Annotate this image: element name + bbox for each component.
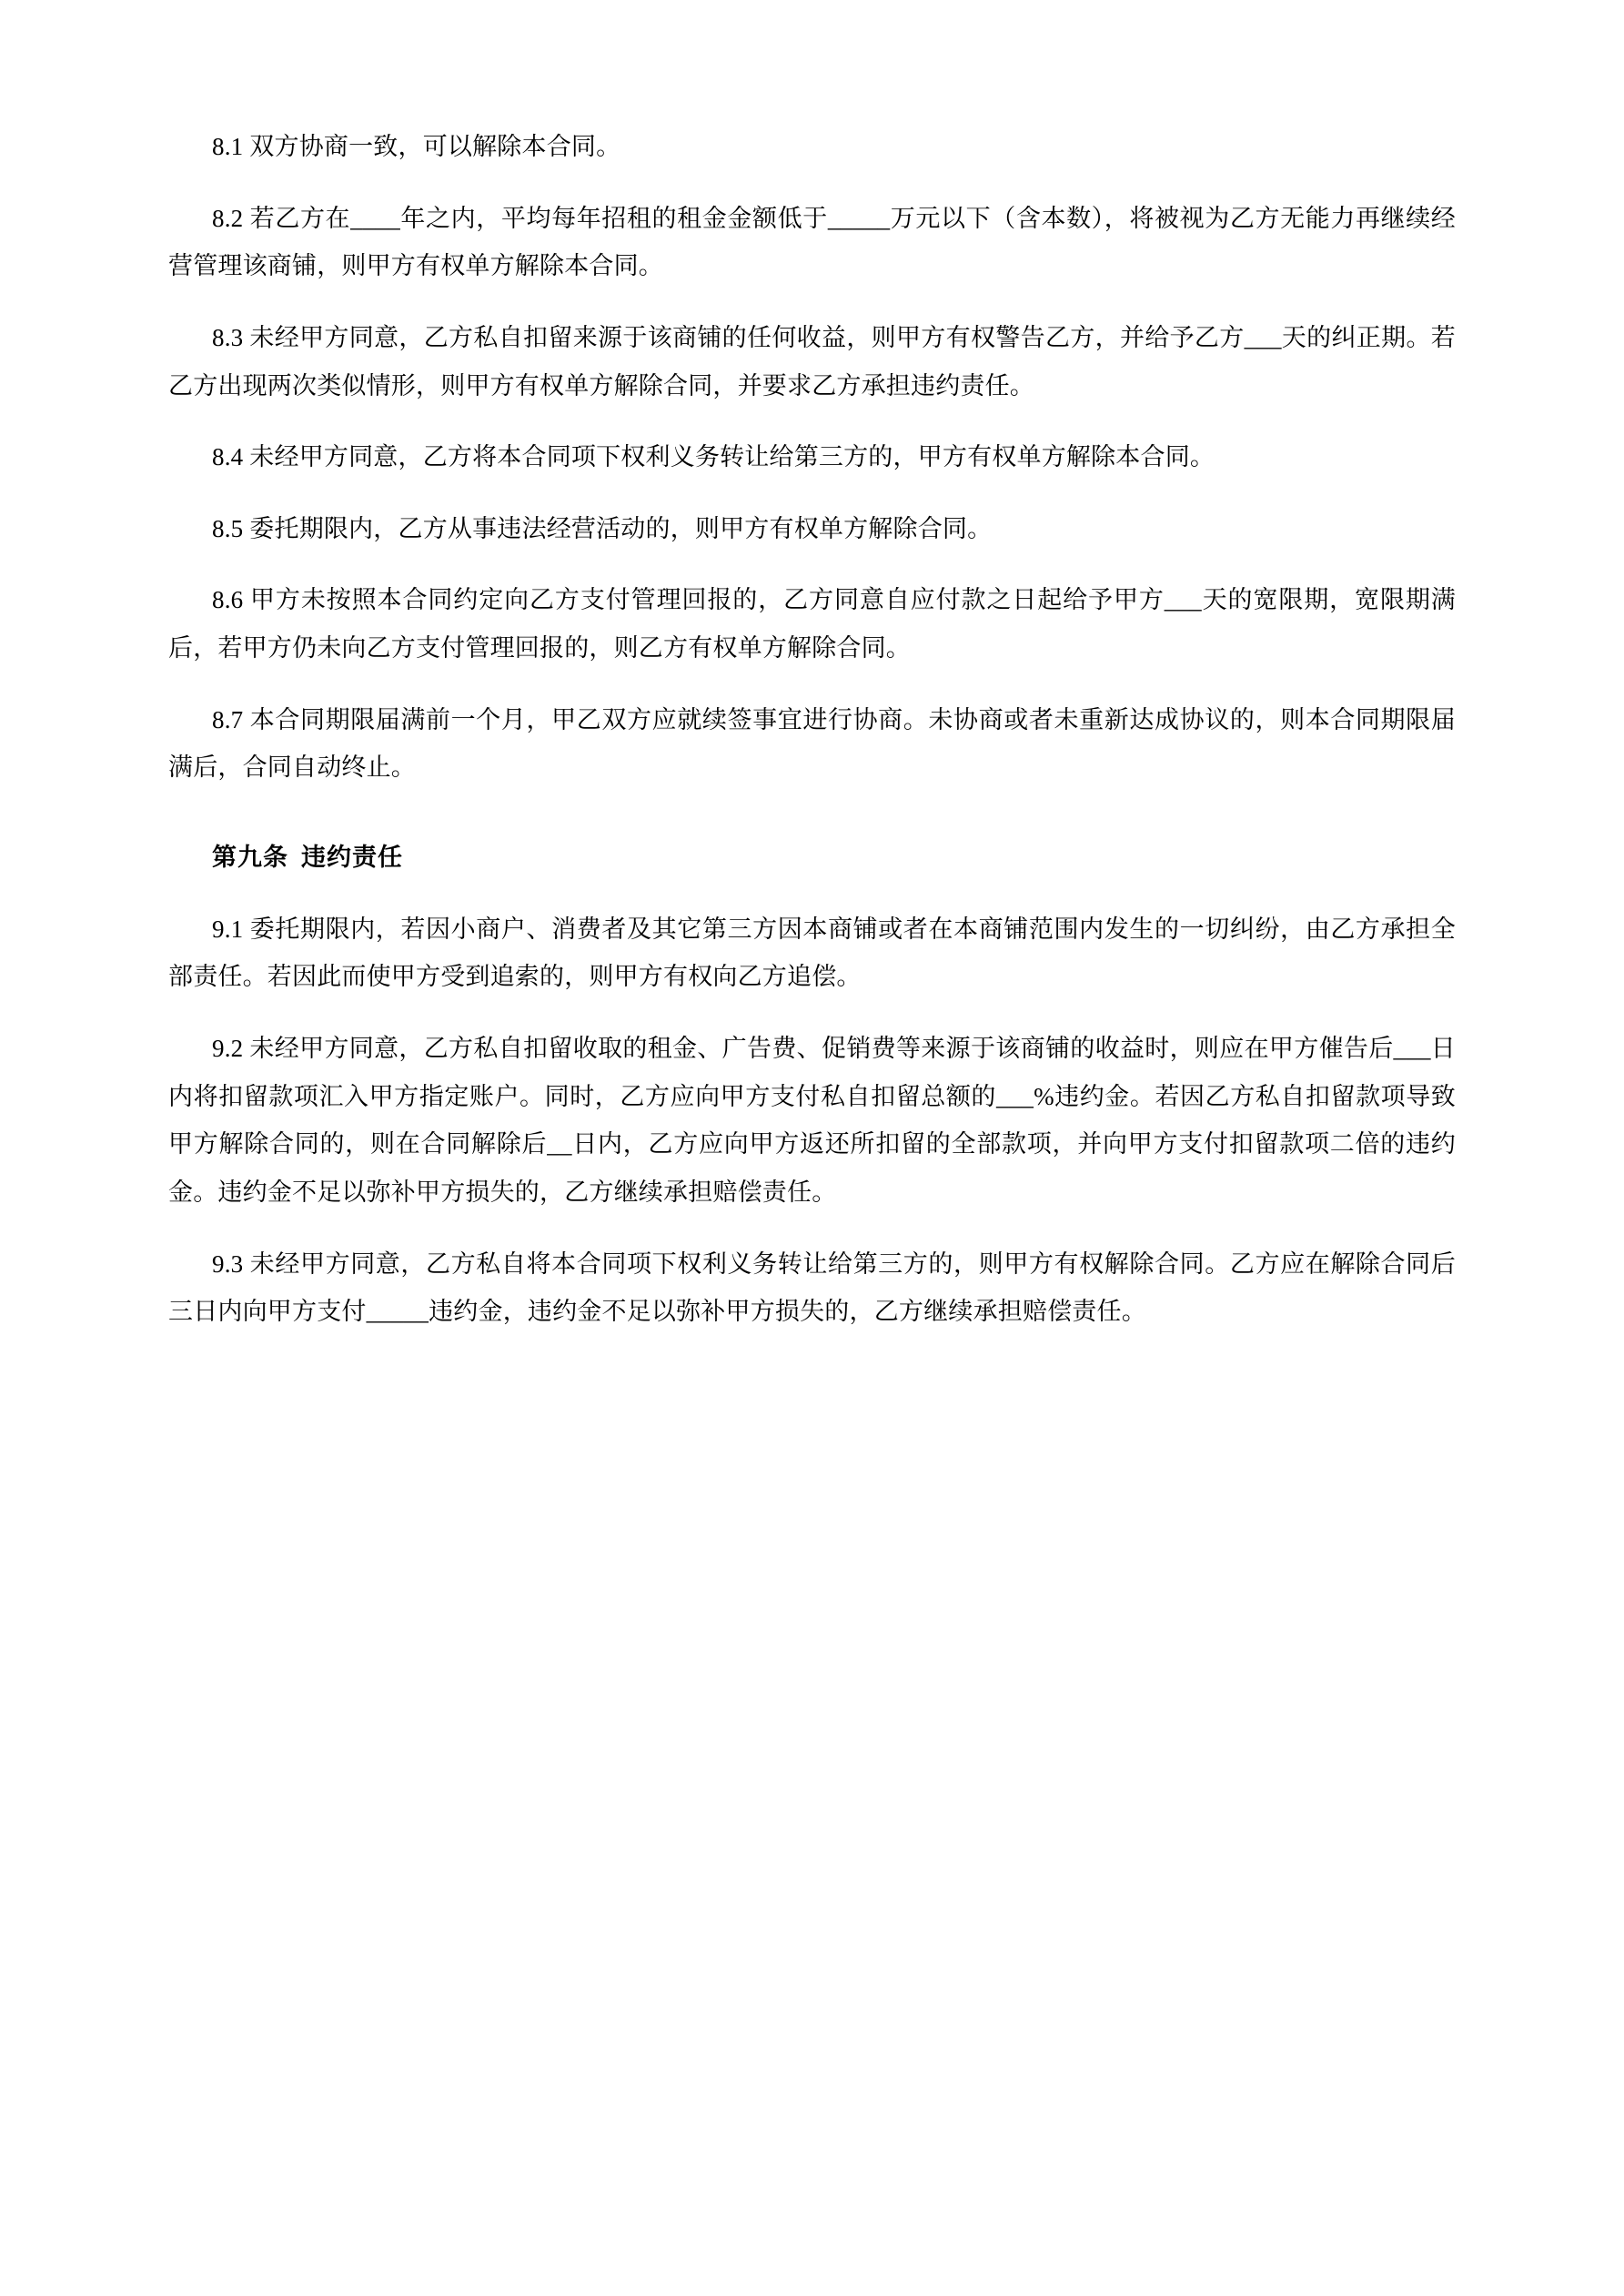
section-title: 违约责任 [301,844,403,872]
clause-8-5: 8.5 委托期限内，乙方从事违法经营活动的，则甲方有权单方解除合同。 [212,514,993,542]
section-number: 第九条 [212,844,288,872]
clause-8-7: 8.7 本合同期限届满前一个月，甲乙双方应就续签事宜进行协商。未协商或者未重新达成协议的，则本合同期限届满后，合同自动终止。 [168,705,1456,782]
clause-8-2: 8.2 若乙方在____年之内，平均每年招租的租金金额低于_____万元以下（含本数），将被视为乙方无能力再继续经营管理该商铺，则甲方有权单方解除本合同。 [168,204,1456,280]
clause-8-1: 8.1 双方协商一致，可以解除本合同。 [212,133,621,160]
document-body [168,123,1456,1336]
clause-8-3: 8.3 未经甲方同意，乙方私自扣留来源于该商铺的任何收益，则甲方有权警告乙方，并给予乙方___天的纠正期。若乙方出现两次类似情形，则甲方有权单方解除合同，并要求乙方承担违约责任。 [168,323,1456,400]
clause-9-2: 9.2 未经甲方同意，乙方私自扣留收取的租金、广告费、促销费等来源于该商铺的收益时，则应在甲方催告后___日内将扣留款项汇入甲方指定账户。同时，乙方应向甲方支付私自扣留总额的___%违约金。若因乙方私自扣留款项导致甲方解除合同的，则在合同解除后__日内，乙方应向甲方返还所扣留的全部款项，并向甲方支付扣留款项二倍的违约金。违约金不足以弥补甲方损失的，乙方继续承担赔偿责任。 [168,1034,1456,1206]
clause-9-1: 9.1 委托期限内，若因小商户、消费者及其它第三方因本商铺或者在本商铺范围内发生的一切纠纷，由乙方承担全部责任。若因此而使甲方受到追索的，则甲方有权向乙方追偿。 [168,915,1456,991]
section-heading-9 [168,834,1456,882]
clause-8-6: 8.6 甲方未按照本合同约定向乙方支付管理回报的，乙方同意自应付款之日起给予甲方___天的宽限期，宽限期满后，若甲方仍未向乙方支付管理回报的，则乙方有权单方解除合同。 [168,586,1456,663]
clause-8-4: 8.4 未经甲方同意，乙方将本合同项下权利义务转让给第三方的，甲方有权单方解除本合同。 [212,443,1215,471]
clause-9-3: 9.3 未经甲方同意，乙方私自将本合同项下权利义务转让给第三方的，则甲方有权解除合同。乙方应在解除合同后三日内向甲方支付_____违约金，违约金不足以弥补甲方损失的，乙方继续承担赔偿责任。 [168,1249,1456,1326]
